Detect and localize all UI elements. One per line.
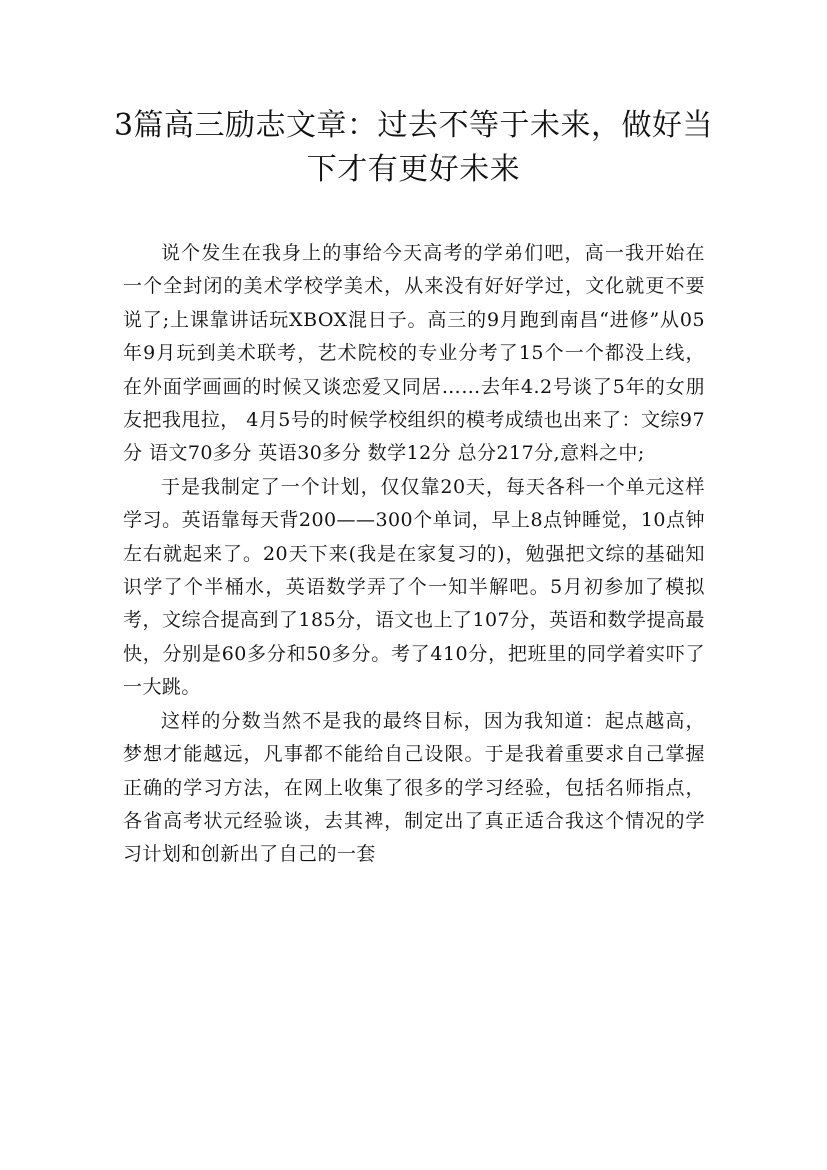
document-body (123, 237, 705, 872)
paragraph: 说个发生在我身上的事给今天高考的学弟们吧，高一我开始在一个全封闭的美术学校学美术，从来没有好好学过，文化就更不要说了;上课靠讲话玩XBOX混日子。高三的9月跑到南昌“进修”从05年9月玩到美术联考，艺术院校的专业分考了15个一个都没上线， 在外面学画画的时候又谈恋爱又同居……去年4.2号谈了5年的女朋友把我甩拉， 4月5号的时候学校组织的模考成绩也出来了：文综97分 语文70多分 英语30多分 数学12分 总分217分,意料之中; (123, 242, 705, 465)
paragraph: 于是我制定了一个计划，仅仅靠20天，每天各科一个单元这样学习。英语靠每天背200——300个单词，早上8点钟睡觉，10点钟左右就起来了。20天下来(我是在家复习的)，勉强把文综的基础知识学了个半桶水，英语数学弄了个一知半解吧。5月初参加了模拟考，文综合提高到了185分，语文也上了107分，英语和数学提高最快，分别是60多分和50多分。考了410分，把班里的同学着实吓了一大跳。 (123, 475, 705, 699)
document-title: 3篇高三励志文章：过去不等于未来，做好当下才有更好未来 (113, 108, 714, 187)
paragraph: 这样的分数当然不是我的最终目标，因为我知道：起点越高，梦想才能越远，凡事都不能给自己设限。于是我着重要求自己掌握正确的学习方法，在网上收集了很多的学习经验，包括名师指点，各省高考状元经验谈，去其裨，制定出了真正适合我这个情况的学习计划和创新出了自己的一套 (123, 709, 705, 866)
